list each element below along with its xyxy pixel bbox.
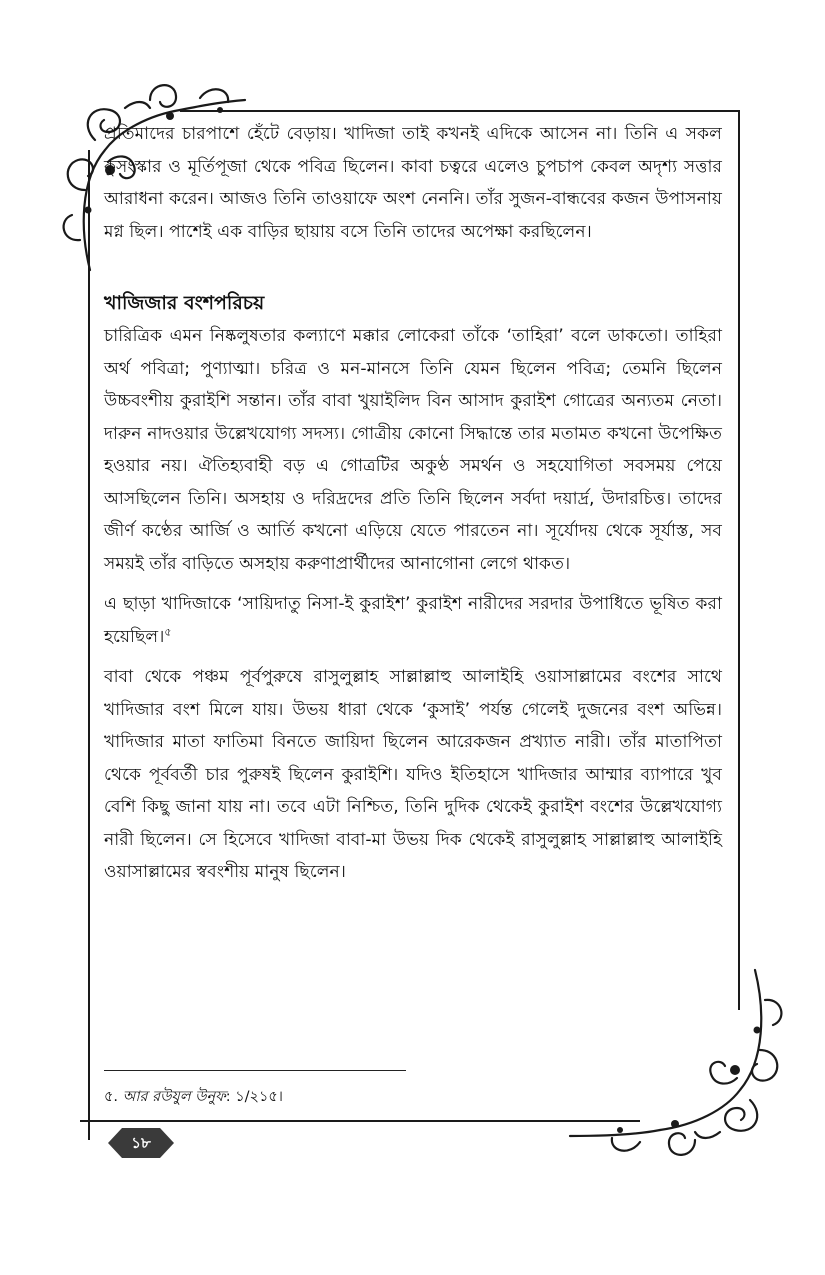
paragraph-intro: প্রতিমাদের চারপাশে হেঁটে বেড়ায়। খাদিজা তাই কখনই এদিকে আসেন না। তিনি এ সকল কুসংস্কার ও মূর্তিপূজা থেকে পবিত্র ছিলেন। কাবা চত্বরে এলেও চুপচাপ কেবল অদৃশ্য সত্তার আরাধনা করেন। আজও তিনি তাওয়াফে অংশ নেননি। তাঁর সুজন-বান্ধবের কজন উপাসনায় মগ্ন ছিল। পাশেই এক বাড়ির ছায়ায় বসে তিনি তাদের অপেক্ষা করছিলেন। bbox=[104, 124, 722, 242]
footnote-source: আর রউযুল উনুফ bbox=[122, 1089, 226, 1105]
paragraph-lineage-3: বাবা থেকে পঞ্চম পূর্বপুরুষে রাসুলুল্লাহ সাল্লাল্লাহু আলাইহি ওয়াসাল্লামের বংশের সাথে খাদিজার বংশ মিলে যায়। উভয় ধারা থেকে ‘কুসাই’ পর্যন্ত গেলেই দুজনের বংশ অভিন্ন। খাদিজার মাতা ফাতিমা বিনতে জায়িদা ছিলেন আরেকজন প্রখ্যাত নারী। তাঁর মাতাপিতা থেকে পূর্ববর্তী চার পুরুষই ছিলেন কুরাইশি। যদিও ইতিহাসে খাদিজার আম্মার ব্যাপারে খুব বেশি কিছু জানা যায় না। তবে এটা নিশ্চিত, তিনি দুদিক থেকেই কুরাইশ বংশের উল্লেখযোগ্য নারী ছিলেন। সে হিসেবে খাদিজা বাবা-মা উভয় দিক থেকেই রাসুলুল্লাহ সাল্লাল্লাহু আলাইহি ওয়াসাল্লামের স্ববংশীয় মানুষ ছিলেন। bbox=[104, 667, 722, 882]
ornament-bottom-right-icon bbox=[560, 950, 790, 1180]
footnote-divider bbox=[104, 1070, 406, 1071]
paragraph-lineage-2 bbox=[104, 588, 722, 653]
frame-right-line bbox=[738, 110, 740, 1010]
footnote-number: ৫. bbox=[104, 1089, 119, 1105]
paragraph-lineage-2-text: এ ছাড়া খাদিজাকে ‘সায়িদাতু নিসা-ই কুরাইশ’ কুরাইশ নারীদের সরদার উপাধিতে ভূষিত করা হয়েছিল। bbox=[104, 594, 722, 647]
paragraph-lineage-1: চারিত্রিক এমন নিষ্কলুষতার কল্যাণে মক্কার লোকেরা তাঁকে ‘তাহিরা’ বলে ডাকতো। তাহিরা অর্থ পবিত্রা; পুণ্যাত্মা। চরিত্র ও মন-মানসে তিনি যেমন ছিলেন পবিত্র; তেমনি ছিলেন উচ্চবংশীয় কুরাইশি সন্তান। তাঁর বাবা খুয়াইলিদ বিন আসাদ কুরাইশ গোত্রের অন্যতম নেতা। দারুন নাদওয়ার উল্লেখযোগ্য সদস্য। গোত্রীয় কোনো সিদ্ধান্তে তার মতামত কখনো উপেক্ষিত হওয়ার নয়। ঐতিহ্যবাহী বড় এ গোত্রটির অকুণ্ঠ সমর্থন ও সহযোগিতা সবসময় পেয়ে আসছিলেন তিনি। অসহায় ও দরিদ্রদের প্রতি তিনি ছিলেন সর্বদা দয়ার্দ্র, উদারচিত্ত। তাদের জীর্ণ কণ্ঠের আর্জি ও আর্তি কখনো এড়িয়ে যেতে পারতেন না। সূর্যোদয় থেকে সূর্যাস্ত, সব সময়ই তাঁর বাড়িতে অসহায় করুণাপ্রার্থীদের আনাগোনা লেগে থাকত। bbox=[104, 326, 722, 574]
footnote-marker[interactable]: ৫ bbox=[164, 624, 172, 638]
footnote bbox=[104, 1086, 283, 1110]
frame-bottom-line bbox=[80, 1120, 640, 1122]
page-number-badge bbox=[108, 1128, 174, 1158]
page-body bbox=[104, 118, 722, 889]
frame-top-line bbox=[180, 110, 740, 112]
section-heading: খাজিজার বংশপরিচয় bbox=[104, 292, 265, 314]
page-number: ১৮ bbox=[131, 1134, 151, 1152]
footnote-reference: : ১/২১৫। bbox=[225, 1089, 283, 1105]
